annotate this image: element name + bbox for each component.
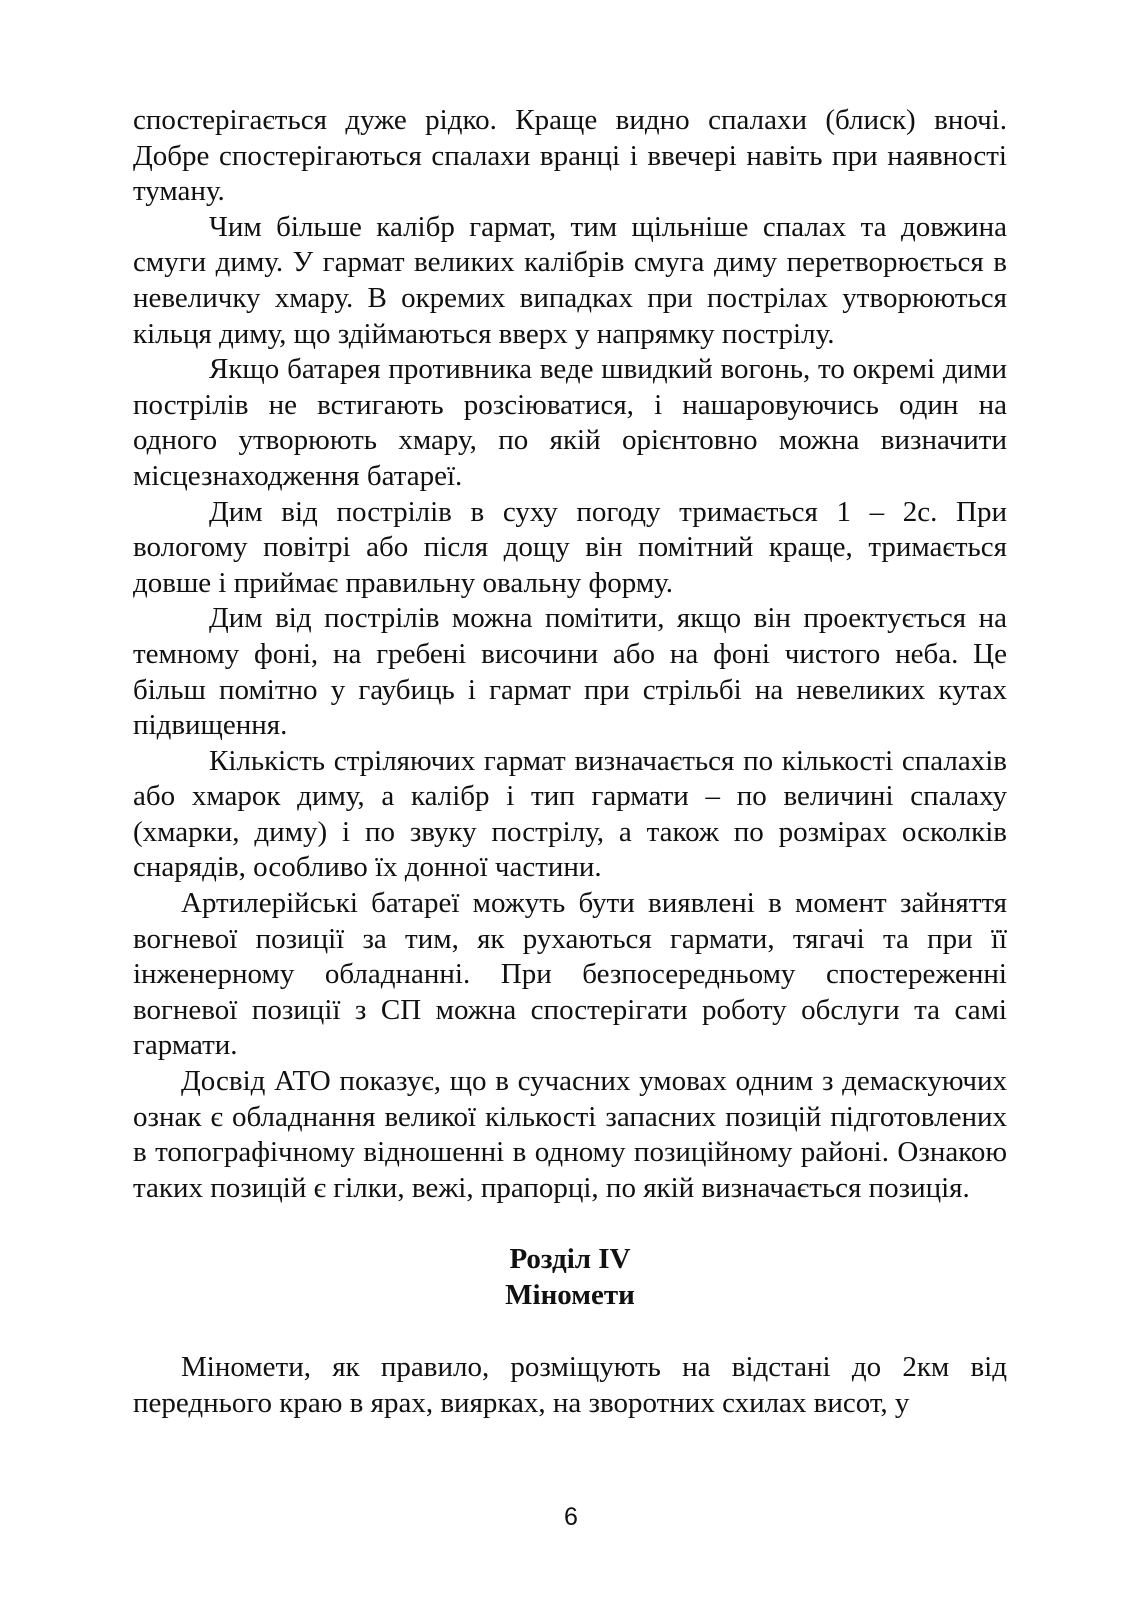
section-title: Міномети (505, 1279, 635, 1312)
paragraph-ato-experience: Досвід АТО показує, що в сучасних умовах одним з демаскуючих ознак є обладнання великої кількості запасних позицій підготовлених в топографічному відношенні в одному позиційному районі. Ознакою таких позицій є гілки, вежі, прапорці, по якій визначається позиція. (133, 1065, 1007, 1204)
paragraph-continued: спостерігається дуже рідко. Краще видно спалахи (блиск) вночі. Добре спостерігаються спалахи вранці і ввечері навіть при наявності туману. (133, 104, 1007, 208)
paragraph-rapid-fire-smoke: Якщо батарея противника веде швидкий вогонь, то окремі дими пострілів не встигають розсіюватися, і нашаровуючись один на одного утворюють хмару, по якій орієнтовно можна визначити місцезнаходження батареї. (133, 353, 1007, 492)
section-heading (133, 1241, 1007, 1313)
paragraph-gun-count: Кількість стріляючих гармат визначається по кількості спалахів або хмарок диму, а калібр і тип гармати – по величині спалаху (хмарки, диму) і по звуку пострілу, а також по розмірах осколків снарядів, особливо їх донної частини. (133, 744, 1007, 884)
page-number: 6 (564, 1503, 578, 1531)
paragraph-dry-weather-smoke: Дим від пострілів в суху погоду тримається 1 – 2с. При вологому повітрі або після дощу він помітний краще, тримається довше і приймає правильну овальну форму. (133, 495, 1007, 599)
paragraph-smoke-background: Дим від пострілів можна помітити, якщо він проектується на темному фоні, на гребені височини або на фоні чистого неба. Це більш помітно у гаубиць і гармат при стрільбі на невеликих кутах підвищення. (133, 602, 1007, 742)
paragraph-gun-caliber-smoke: Чим більше калібр гармат, тим щільніше спалах та довжина смуги диму. У гармат великих калібрів смуга диму перетворюється в невеличку хмару. В окремих випадках при пострілах утворюються кільця диму, що здіймаються вверх у напрямку пострілу. (133, 210, 1007, 350)
paragraph-mortars: Міномети, як правило, розміщують на відстані до 2км від переднього краю в ярах, виярках, на зворотних схилах висот, у (133, 1351, 1007, 1419)
document-page (133, 103, 1007, 1422)
paragraph-artillery-batteries: Артилерійські батареї можуть бути виявлені в момент зайняття вогневої позиції за тим, як рухаються гармати, тягачі та при її інженерному обладнанні. При безпосередньому спостереженні вогневої позиції з СП можна спостерігати роботу обслуги та самі гармати. (133, 887, 1007, 1062)
section-number: Розділ IV (509, 1243, 631, 1276)
